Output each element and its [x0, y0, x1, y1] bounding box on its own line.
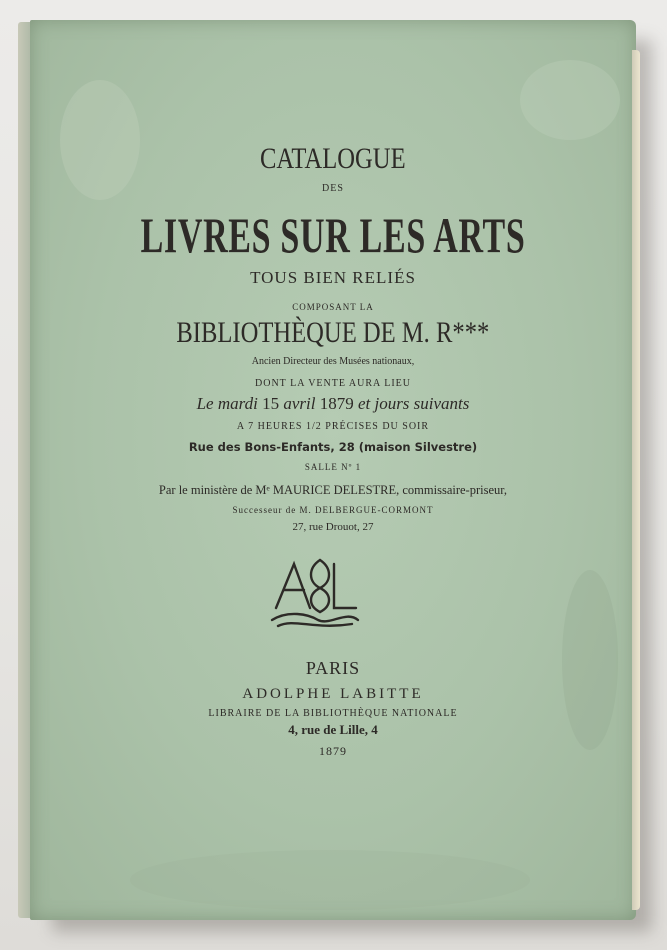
- publisher-address: 4, rue de Lille, 4: [288, 722, 378, 737]
- bibliotheque-heading: BIBLIOTHÈQUE DE M. R***: [176, 316, 490, 349]
- heures-line: A 7 HEURES 1/2 PRÉCISES DU SOIR: [236, 421, 430, 432]
- date-line: Le mardi 15 avril 1879 et jours suivants: [196, 394, 470, 413]
- composant-line: COMPOSANT LA: [292, 302, 374, 312]
- salle-line: SALLE Nº 1: [304, 462, 362, 472]
- subtitle-relies: TOUS BIEN RELIÉS: [250, 268, 416, 287]
- year-line: 1879: [319, 744, 347, 758]
- catalogue-heading: CATALOGUE: [260, 142, 406, 175]
- main-title: LIVRES SUR LES ARTS: [140, 207, 526, 263]
- drouot-line: 27, rue Drouot, 27: [292, 521, 374, 533]
- vente-line: DONT LA VENTE AURA LIEU: [255, 378, 411, 389]
- monogram-icon: [268, 548, 362, 632]
- address-line: Rue des Bons-Enfants, 28 (maison Silvestre): [188, 440, 478, 454]
- des-line: DES: [322, 183, 344, 194]
- book-cover: [30, 20, 636, 920]
- successeur-line: Successeur de M. DELBERGUE-CORMONT: [232, 505, 434, 515]
- publisher-name: ADOLPHE LABITTE: [242, 686, 424, 702]
- ancien-directeur: Ancien Directeur des Musées nationaux,: [251, 356, 415, 367]
- paris-line: PARIS: [305, 658, 361, 678]
- page-edges: [632, 50, 640, 910]
- ministere-line: Par le ministère de Mᵉ MAURICE DELESTRE, commissaire-priseur,: [158, 483, 508, 497]
- libraire-line: LIBRAIRE DE LA BIBLIOTHÈQUE NATIONALE: [208, 708, 458, 719]
